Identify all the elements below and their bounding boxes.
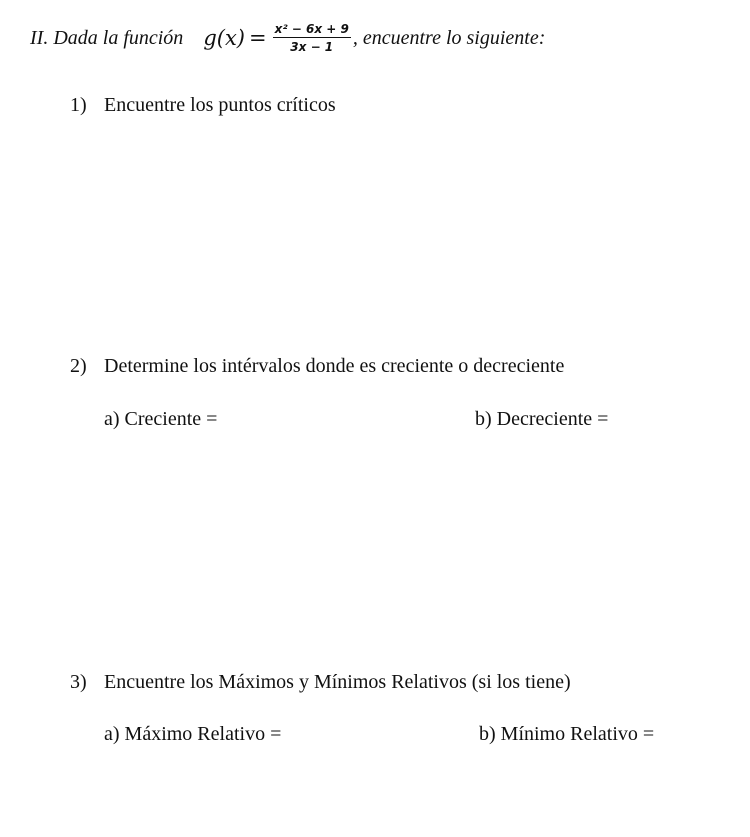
question-text: Encuentre los Máximos y Mínimos Relativos (si los tiene)	[104, 671, 571, 693]
relative-min-label: b) Mínimo Relativo =	[479, 723, 655, 745]
function-name: g(x)	[203, 26, 245, 50]
decreasing-label: b) Decreciente =	[475, 408, 609, 430]
problem-header	[30, 22, 545, 54]
question-1	[70, 94, 336, 117]
question-number: 2)	[70, 355, 87, 377]
fraction-numerator: x² − 6x + 9	[274, 22, 349, 36]
question-3	[70, 671, 571, 694]
header-prefix: II. Dada la función	[30, 26, 184, 49]
relative-max-label: a) Máximo Relativo =	[104, 723, 282, 745]
fraction-denominator: 3x − 1	[290, 40, 334, 54]
question-number: 1)	[70, 94, 87, 116]
question-text: Encuentre los puntos críticos	[104, 94, 336, 116]
question-text: Determine los intérvalos donde es creciente o decreciente	[104, 355, 565, 377]
equals-sign: =	[248, 26, 267, 50]
question-number: 3)	[70, 671, 87, 693]
fraction	[273, 22, 351, 54]
increasing-label: a) Creciente =	[104, 408, 218, 430]
function-formula	[203, 22, 351, 54]
header-suffix: , encuentre lo siguiente:	[352, 26, 546, 49]
question-2	[70, 355, 564, 378]
